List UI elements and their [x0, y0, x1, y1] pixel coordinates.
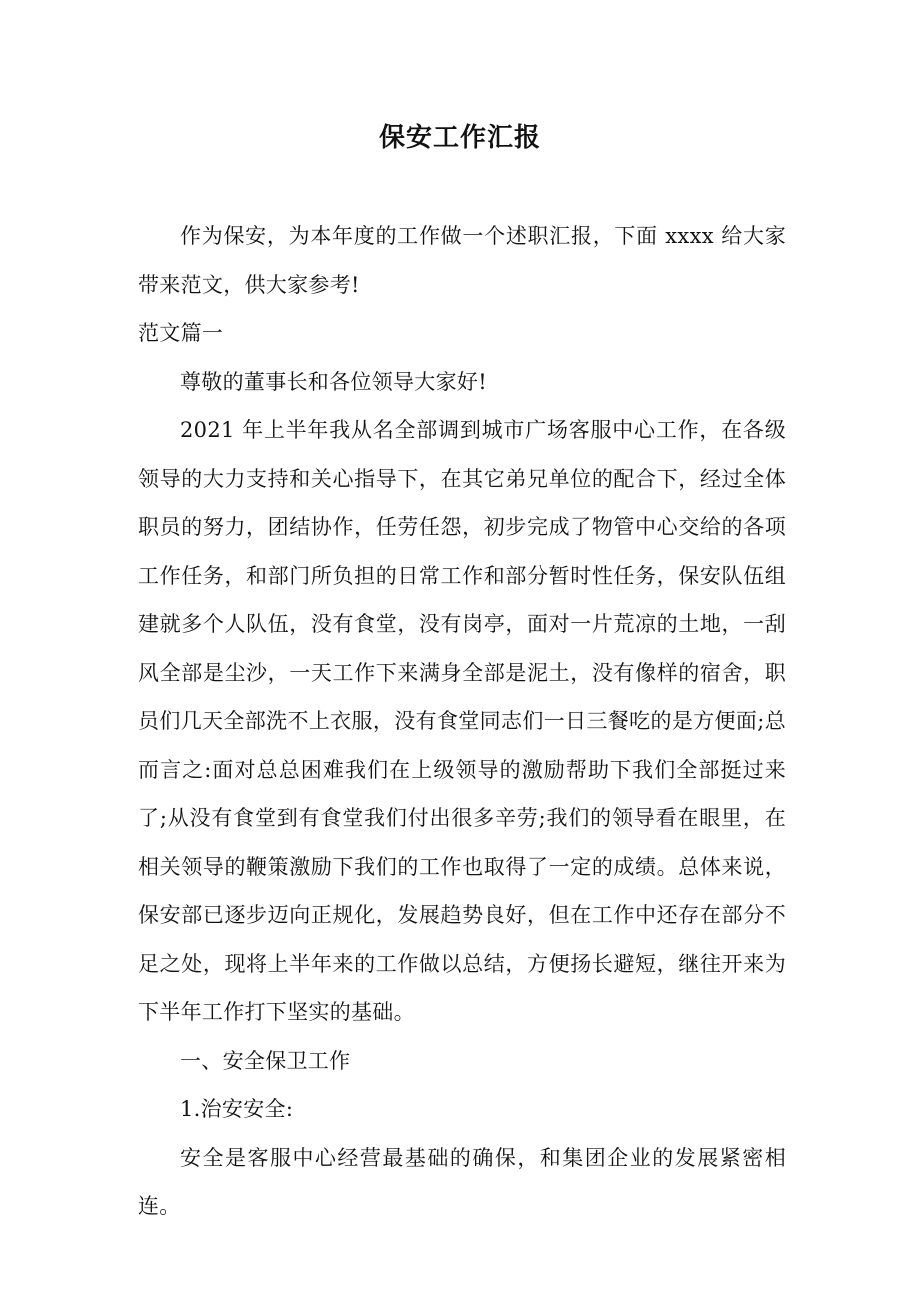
greeting-paragraph: 尊敬的董事长和各位领导大家好!: [180, 369, 487, 394]
security-paragraph: 安全是客服中心经营最基础的确保，和集团企业的发展紧密相连。: [138, 1145, 786, 1218]
intro-paragraph: 作为保安，为本年度的工作做一个述职汇报，下面 xxxx 给大家带来范文，供大家参考!: [138, 224, 786, 297]
section-heading-security: 一、安全保卫工作: [180, 1048, 351, 1073]
document-title: 保安工作汇报: [378, 123, 541, 153]
main-body-paragraph: 2021 年上半年我从名全部调到城市广场客服中心工作，在各级领导的大力支持和关心指导下，在其它弟兄单位的配合下，经过全体职员的努力，团结协作，任劳任怨，初步完成了物管中心交给的各项工作任务，和部门所负担的日常工作和部分暂时性任务，保安队伍组建就多个人队伍，没有食堂，没有岗亭，面对一片荒凉的土地，一刮风全部是尘沙，一天工作下来满身全部是泥土，没有像样的宿舍，职员们几天全部洗不上衣服，没有食堂同志们一日三餐吃的是方便面;总而言之:面对总总困难我们在上级领导的激励帮助下我们全部挺过来了;从没有食堂到有食堂我们付出很多辛劳;我们的领导看在眼里，在相关领导的鞭策激励下我们的工作也取得了一定的成绩。总体来说，保安部已逐步迈向正规化，发展趋势良好，但在工作中还存在部分不足之处，现将上半年来的工作做以总结，方便扬长避短，继往开来为下半年工作打下坚实的基础。: [138, 418, 786, 1024]
subheading-public-safety: 1.治安安全:: [180, 1097, 294, 1121]
section-label: 范文篇一: [138, 321, 224, 345]
document-body: [138, 212, 786, 1231]
